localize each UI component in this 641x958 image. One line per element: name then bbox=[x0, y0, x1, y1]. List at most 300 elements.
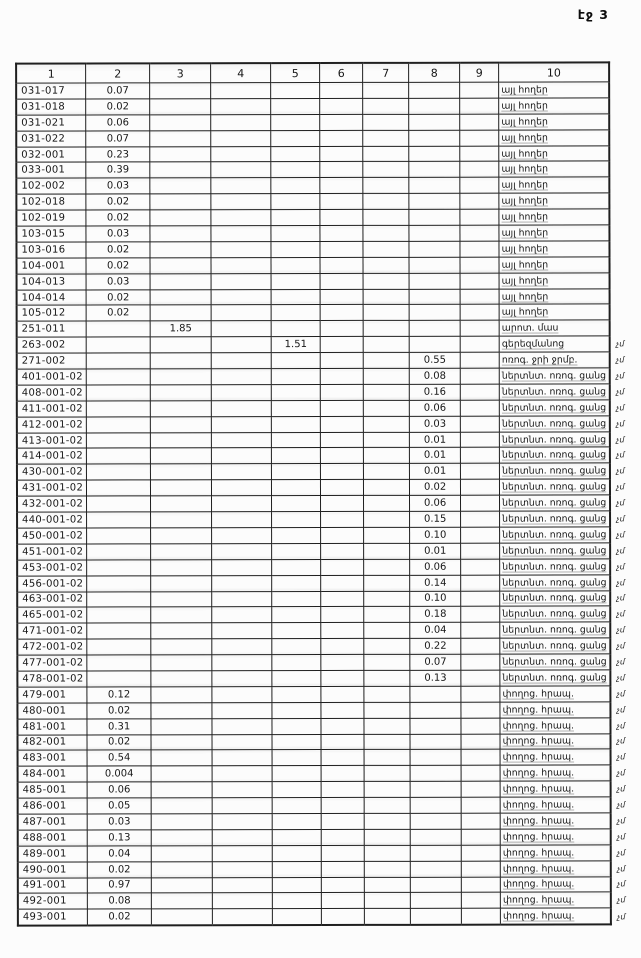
cell-area-value bbox=[150, 416, 211, 432]
land-category-text: ներտնտ. ոռոգ. ցանց bbox=[502, 465, 607, 477]
cell-area-value bbox=[460, 98, 499, 114]
cell-area-value bbox=[211, 385, 271, 401]
cell-area-value bbox=[87, 607, 151, 623]
cell-area-value bbox=[272, 813, 321, 829]
cell-area-value bbox=[409, 273, 460, 289]
land-category-text: փողոց. հրապ. bbox=[502, 688, 574, 700]
cell-area-value bbox=[150, 432, 211, 448]
cell-area-value bbox=[211, 289, 271, 305]
cell-parcel-code: 450-001-02 bbox=[17, 528, 87, 544]
column-header-9: 9 bbox=[460, 63, 499, 83]
land-category-text: ներտնտ. ոռոգ. ցանց bbox=[501, 433, 607, 446]
cell-area-value bbox=[364, 527, 410, 543]
cell-area-value bbox=[212, 734, 272, 750]
cell-land-category bbox=[500, 876, 611, 892]
land-category-text: փողոց. հրապ. bbox=[502, 863, 575, 875]
table-row bbox=[17, 606, 636, 623]
cell-area-value bbox=[321, 845, 364, 861]
table-body bbox=[16, 82, 637, 926]
margin-annotation bbox=[609, 114, 635, 130]
cell-area-value: 0.06 bbox=[86, 115, 150, 131]
margin-annotation: չմ bbox=[616, 609, 625, 619]
cell-parcel-code: 479-001 bbox=[17, 687, 87, 703]
margin-annotation: չմ bbox=[616, 673, 625, 683]
cell-area-value bbox=[212, 782, 272, 798]
table-row bbox=[16, 130, 635, 147]
cell-parcel-code: 463-001-02 bbox=[17, 592, 87, 608]
cell-area-value bbox=[272, 718, 321, 734]
cell-parcel-code: 414-001-02 bbox=[17, 448, 87, 464]
cell-area-value bbox=[320, 305, 363, 321]
cell-area-value bbox=[151, 512, 212, 528]
table-row bbox=[17, 702, 636, 719]
cell-land-category bbox=[500, 495, 611, 511]
cell-area-value bbox=[363, 289, 409, 305]
cell-area-value bbox=[364, 511, 410, 527]
cell-area-value bbox=[211, 83, 271, 99]
cell-land-category bbox=[499, 273, 610, 289]
cell-area-value bbox=[321, 559, 364, 575]
cell-area-value bbox=[272, 750, 321, 766]
cell-area-value bbox=[272, 512, 321, 528]
cell-area-value bbox=[363, 130, 409, 146]
cell-area-value bbox=[460, 336, 499, 352]
cell-area-value bbox=[321, 734, 364, 750]
cell-area-value bbox=[364, 495, 410, 511]
cell-area-value bbox=[211, 305, 271, 321]
cell-land-category bbox=[500, 908, 611, 925]
cell-area-value bbox=[87, 448, 151, 464]
cell-area-value bbox=[364, 734, 410, 750]
cell-area-value bbox=[321, 782, 364, 798]
cell-area-value bbox=[364, 448, 410, 464]
cell-area-value: 0.07 bbox=[86, 131, 150, 147]
cell-area-value bbox=[150, 146, 211, 162]
cell-area-value bbox=[150, 289, 211, 305]
cell-area-value: 0.18 bbox=[410, 607, 461, 623]
cell-area-value bbox=[409, 162, 460, 178]
cell-area-value bbox=[151, 623, 212, 639]
land-category-text: ներտնտ. ոռոգ. ցանց bbox=[502, 481, 607, 493]
cell-area-value: 0.02 bbox=[86, 210, 150, 226]
cell-area-value bbox=[364, 480, 410, 496]
cell-area-value bbox=[410, 893, 461, 909]
margin-annotation: չմ bbox=[616, 371, 625, 381]
land-category-text: ներտնտ. ոռոգ. ցանց bbox=[502, 513, 607, 525]
land-category-text: փողոց. հրապ. bbox=[502, 720, 575, 732]
margin-annotation bbox=[610, 145, 636, 161]
cell-area-value bbox=[409, 225, 460, 241]
margin-annotation bbox=[610, 225, 636, 241]
cell-area-value bbox=[409, 257, 460, 273]
cell-area-value bbox=[409, 82, 460, 98]
cell-parcel-code: 031-017 bbox=[16, 83, 86, 99]
cell-area-value: 0.02 bbox=[86, 289, 150, 305]
table-row bbox=[17, 495, 636, 512]
table-row bbox=[18, 781, 637, 798]
table-row bbox=[16, 193, 635, 210]
cell-area-value bbox=[151, 702, 212, 718]
margin-annotation: չմ bbox=[616, 514, 625, 524]
cell-land-category bbox=[500, 638, 611, 654]
cell-area-value bbox=[320, 353, 363, 369]
cell-area-value bbox=[271, 130, 320, 146]
table-row bbox=[16, 241, 635, 258]
column-header-7: 7 bbox=[363, 63, 409, 83]
cell-area-value bbox=[211, 194, 271, 210]
cell-area-value bbox=[363, 384, 409, 400]
cell-area-value bbox=[150, 162, 211, 178]
cell-parcel-code: 483-001 bbox=[18, 750, 88, 766]
cell-area-value bbox=[211, 321, 271, 337]
cell-area-value bbox=[363, 241, 409, 257]
cell-parcel-code: 485-001 bbox=[18, 782, 88, 798]
cell-area-value bbox=[87, 464, 151, 480]
table-row bbox=[17, 717, 636, 734]
cell-land-category bbox=[499, 82, 610, 98]
land-category-text: ներտնտ. ոռոգ. ցանց bbox=[502, 624, 607, 636]
cell-area-value bbox=[321, 464, 364, 480]
cell-land-category bbox=[499, 225, 610, 241]
cell-area-value bbox=[212, 528, 272, 544]
cell-area-value: 0.05 bbox=[87, 798, 151, 814]
cell-area-value: 0.02 bbox=[87, 734, 151, 750]
cell-land-category bbox=[499, 368, 610, 384]
cell-area-value bbox=[150, 130, 211, 146]
cell-area-value bbox=[211, 432, 271, 448]
cell-area-value bbox=[364, 591, 410, 607]
cell-parcel-code: 105-012 bbox=[17, 305, 87, 321]
cell-land-category bbox=[499, 145, 610, 161]
column-header-5: 5 bbox=[271, 63, 320, 83]
land-category-text: ներտնտ. ոռոգ. ցանց bbox=[501, 402, 607, 414]
cell-parcel-code: 271-002 bbox=[17, 353, 87, 369]
cell-area-value bbox=[409, 241, 460, 257]
cell-area-value bbox=[461, 861, 500, 877]
land-category-text: ներտնտ. ոռոգ. ցանց bbox=[501, 386, 607, 398]
table-row bbox=[16, 98, 635, 115]
cell-land-category bbox=[500, 861, 611, 877]
cell-area-value bbox=[271, 210, 320, 226]
margin-annotation: չմ bbox=[616, 593, 625, 603]
margin-annotation: չմ bbox=[616, 720, 626, 730]
cell-area-value bbox=[364, 782, 410, 798]
cell-area-value bbox=[409, 146, 460, 162]
table-row bbox=[17, 622, 636, 639]
cell-area-value bbox=[271, 400, 320, 416]
land-category-text: փողոց. հրապ. bbox=[502, 878, 575, 891]
cell-area-value bbox=[86, 353, 150, 369]
cell-land-category bbox=[499, 209, 610, 225]
cell-area-value bbox=[151, 718, 212, 734]
margin-annotation: չմ bbox=[616, 387, 625, 397]
cell-area-value bbox=[271, 384, 320, 400]
cell-area-value bbox=[321, 877, 364, 893]
cell-land-category bbox=[499, 288, 610, 304]
cell-area-value bbox=[151, 798, 212, 814]
table-row bbox=[17, 288, 636, 305]
margin-annotation: չմ bbox=[616, 657, 625, 667]
table-row bbox=[18, 733, 637, 750]
cell-land-category bbox=[499, 304, 610, 320]
cell-land-category bbox=[499, 431, 610, 447]
cell-area-value bbox=[460, 400, 499, 416]
cell-area-value bbox=[321, 527, 364, 543]
land-category-text: գերեզմանոց bbox=[501, 338, 565, 350]
cell-area-value bbox=[410, 781, 461, 797]
cell-area-value: 0.03 bbox=[86, 178, 150, 194]
cell-area-value bbox=[211, 416, 271, 432]
cell-area-value bbox=[150, 385, 211, 401]
cell-area-value bbox=[272, 527, 321, 543]
cell-area-value bbox=[364, 861, 410, 877]
margin-annotation: չմ bbox=[616, 752, 626, 762]
cell-area-value bbox=[460, 162, 499, 178]
cell-area-value bbox=[272, 623, 321, 639]
cell-area-value bbox=[272, 877, 321, 893]
table-row bbox=[16, 114, 635, 131]
cell-area-value bbox=[151, 655, 212, 671]
cell-area-value bbox=[460, 209, 499, 225]
cell-parcel-code: 031-018 bbox=[16, 99, 86, 115]
cell-area-value bbox=[272, 893, 321, 909]
cell-area-value bbox=[320, 337, 363, 353]
table-row bbox=[16, 82, 635, 99]
cell-area-value bbox=[211, 337, 271, 353]
land-category-text: փողոց. հրապ. bbox=[502, 815, 575, 827]
cell-area-value bbox=[321, 829, 364, 845]
table-row bbox=[17, 527, 636, 544]
land-category-text: ներտնտ. ոռոգ. ցանց bbox=[502, 449, 607, 462]
land-register-table bbox=[15, 61, 638, 927]
cell-area-value: 0.22 bbox=[410, 638, 461, 654]
land-category-text: այլ հողեր bbox=[501, 148, 548, 160]
cell-area-value bbox=[151, 830, 212, 846]
cell-area-value bbox=[212, 512, 272, 528]
cell-area-value: 0.03 bbox=[86, 274, 150, 290]
cell-area-value bbox=[272, 543, 321, 559]
cell-area-value bbox=[151, 734, 212, 750]
cell-area-value bbox=[272, 639, 321, 655]
cell-area-value bbox=[410, 813, 461, 829]
margin-annotation: չմ bbox=[617, 848, 626, 858]
cell-area-value bbox=[211, 146, 271, 162]
cell-area-value bbox=[461, 877, 500, 893]
cell-area-value bbox=[364, 543, 410, 559]
cell-area-value bbox=[460, 273, 499, 289]
table-row bbox=[17, 400, 636, 417]
cell-land-category bbox=[500, 797, 611, 813]
cell-area-value bbox=[461, 479, 500, 495]
cell-area-value bbox=[272, 670, 321, 686]
table-row bbox=[18, 829, 637, 846]
cell-area-value bbox=[321, 623, 364, 639]
cell-area-value bbox=[151, 877, 212, 893]
land-category-text: ներտնտ. ոռոգ. ցանց bbox=[502, 561, 607, 573]
cell-area-value bbox=[461, 559, 500, 575]
cell-area-value bbox=[409, 336, 460, 352]
cell-area-value bbox=[363, 209, 409, 225]
cell-land-category bbox=[500, 765, 611, 781]
cell-area-value bbox=[461, 543, 500, 559]
table-row bbox=[17, 368, 636, 385]
cell-area-value bbox=[320, 321, 363, 337]
table-row bbox=[17, 257, 636, 274]
cell-area-value bbox=[86, 321, 150, 337]
table-row bbox=[17, 273, 636, 290]
cell-area-value bbox=[460, 416, 499, 432]
cell-area-value bbox=[410, 702, 461, 718]
cell-parcel-code: 103-016 bbox=[16, 242, 86, 258]
cell-area-value bbox=[363, 273, 409, 289]
table-row bbox=[17, 416, 636, 433]
cell-area-value: 0.06 bbox=[410, 559, 461, 575]
cell-area-value bbox=[364, 845, 410, 861]
cell-area-value bbox=[151, 750, 212, 766]
cell-area-value: 0.02 bbox=[86, 242, 150, 258]
cell-land-category bbox=[500, 479, 611, 495]
cell-land-category bbox=[500, 892, 611, 908]
cell-area-value bbox=[460, 257, 499, 273]
cell-area-value bbox=[364, 718, 410, 734]
cell-parcel-code: 430-001-02 bbox=[17, 464, 87, 480]
cell-area-value bbox=[410, 845, 461, 861]
cell-parcel-code: 251-011 bbox=[17, 321, 87, 337]
cell-area-value bbox=[151, 528, 212, 544]
table-row bbox=[18, 908, 637, 926]
cell-area-value: 0.01 bbox=[410, 464, 461, 480]
cell-area-value: 0.15 bbox=[410, 511, 461, 527]
cell-parcel-code: 456-001-02 bbox=[17, 576, 87, 592]
cell-area-value bbox=[321, 718, 364, 734]
table-row bbox=[17, 686, 636, 703]
cell-area-value bbox=[272, 734, 321, 750]
cell-area-value bbox=[211, 210, 271, 226]
column-header-10: 10 bbox=[499, 62, 610, 82]
cell-area-value: 0.02 bbox=[87, 909, 151, 926]
cell-area-value bbox=[320, 257, 363, 273]
cell-area-value bbox=[272, 496, 321, 512]
cell-area-value bbox=[410, 686, 461, 702]
cell-area-value bbox=[271, 305, 320, 321]
cell-area-value bbox=[409, 98, 460, 114]
cell-area-value bbox=[151, 893, 212, 909]
margin-annotation: չմ bbox=[616, 768, 626, 778]
cell-area-value bbox=[364, 766, 410, 782]
cell-area-value bbox=[461, 702, 500, 718]
cell-area-value bbox=[212, 750, 272, 766]
cell-area-value bbox=[87, 575, 151, 591]
cell-area-value bbox=[150, 305, 211, 321]
cell-area-value: 0.04 bbox=[87, 846, 151, 862]
cell-area-value bbox=[211, 273, 271, 289]
cell-land-category bbox=[499, 352, 610, 368]
land-category-text: այլ հողեր bbox=[501, 243, 549, 255]
cell-land-category bbox=[499, 320, 610, 336]
land-category-text: փողոց. հրապ. bbox=[502, 735, 575, 748]
cell-area-value bbox=[271, 289, 320, 305]
cell-area-value bbox=[363, 321, 409, 337]
cell-area-value bbox=[320, 146, 363, 162]
cell-area-value bbox=[363, 368, 409, 384]
cell-area-value bbox=[211, 400, 271, 416]
table-row bbox=[17, 447, 636, 464]
cell-area-value bbox=[212, 718, 272, 734]
table-row bbox=[17, 336, 636, 353]
table-row bbox=[18, 860, 637, 877]
cell-area-value: 0.13 bbox=[87, 830, 151, 846]
cell-area-value bbox=[461, 813, 500, 829]
table-row bbox=[17, 543, 636, 560]
cell-area-value bbox=[460, 130, 499, 146]
cell-parcel-code: 102-002 bbox=[16, 178, 86, 194]
cell-area-value bbox=[271, 98, 320, 114]
land-category-text: այլ հողեր bbox=[501, 163, 548, 176]
cell-area-value bbox=[271, 146, 320, 162]
margin-annotation: չմ bbox=[616, 625, 625, 635]
cell-land-category bbox=[500, 463, 611, 479]
cell-area-value bbox=[461, 527, 500, 543]
cell-land-category bbox=[499, 114, 610, 130]
column-header-2: 2 bbox=[86, 63, 150, 83]
table-row bbox=[17, 654, 636, 671]
land-category-text: ներտնտ. ոռոգ. ցանց bbox=[502, 545, 607, 557]
margin-annotation bbox=[610, 257, 636, 273]
cell-area-value bbox=[212, 766, 272, 782]
cell-area-value bbox=[410, 909, 461, 925]
cell-area-value bbox=[271, 273, 320, 289]
cell-area-value bbox=[321, 766, 364, 782]
cell-area-value bbox=[364, 670, 410, 686]
cell-area-value: 0.07 bbox=[410, 654, 461, 670]
cell-area-value bbox=[461, 797, 500, 813]
cell-area-value bbox=[410, 734, 461, 750]
cell-land-category bbox=[500, 575, 611, 591]
cell-area-value bbox=[460, 241, 499, 257]
land-category-text: ներտնտ. ոռոգ. ցանց bbox=[502, 592, 607, 605]
table-row bbox=[16, 225, 635, 242]
cell-area-value bbox=[212, 639, 272, 655]
cell-parcel-code: 432-001-02 bbox=[17, 496, 87, 512]
cell-area-value bbox=[364, 909, 410, 925]
cell-area-value bbox=[150, 226, 211, 242]
cell-area-value bbox=[151, 559, 212, 575]
margin-annotation: չմ bbox=[616, 816, 626, 826]
cell-area-value bbox=[460, 352, 499, 368]
cell-area-value: 0.02 bbox=[86, 99, 150, 115]
margin-annotation bbox=[609, 82, 635, 98]
land-category-text: ներտնտ. ոռոգ. ցանց bbox=[501, 418, 607, 430]
cell-area-value bbox=[461, 908, 500, 924]
cell-area-value bbox=[211, 99, 271, 115]
cell-area-value bbox=[460, 225, 499, 241]
land-category-text: արոտ. մաս bbox=[501, 322, 559, 334]
cell-land-category bbox=[500, 670, 611, 686]
margin-annotation bbox=[610, 288, 636, 304]
column-header-3: 3 bbox=[150, 63, 211, 83]
cell-parcel-code: 480-001 bbox=[17, 703, 87, 719]
cell-land-category bbox=[500, 622, 611, 638]
cell-land-category bbox=[500, 686, 611, 702]
margin-column-header bbox=[609, 62, 635, 82]
cell-area-value bbox=[212, 829, 272, 845]
cell-area-value bbox=[212, 591, 272, 607]
cell-area-value bbox=[461, 893, 500, 909]
cell-area-value bbox=[321, 480, 364, 496]
cell-area-value bbox=[212, 861, 272, 877]
margin-annotation bbox=[610, 130, 636, 146]
cell-parcel-code: 031-021 bbox=[16, 115, 86, 131]
